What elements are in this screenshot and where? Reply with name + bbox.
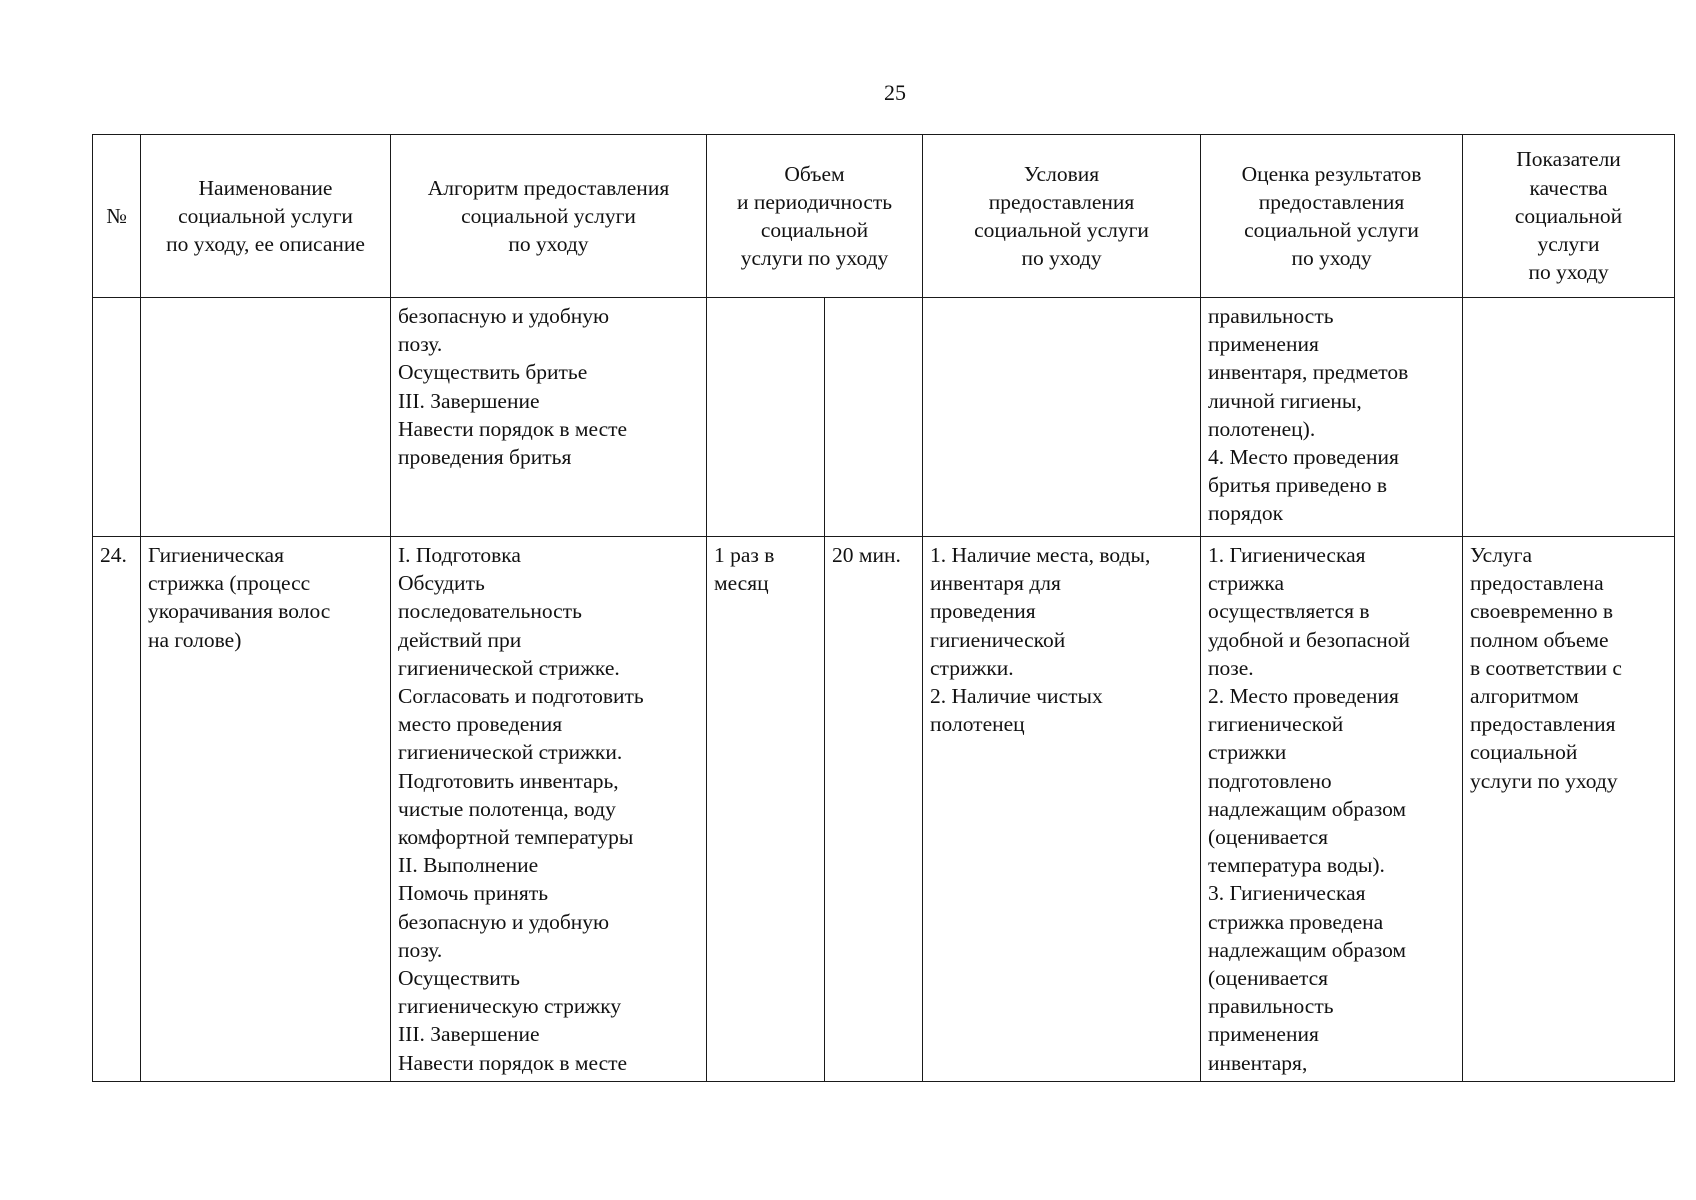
cell-text-line: подготовлено (1208, 768, 1332, 793)
cell-text-line: алгоритмом (1470, 684, 1579, 709)
cell-text-line: применения (1208, 1022, 1319, 1047)
cell-text-line: социальной (1514, 203, 1623, 228)
cell-text-line: надлежащим образом (1208, 796, 1407, 821)
cell-text-line: Согласовать и подготовить (398, 684, 644, 709)
cell-algorithm (391, 298, 707, 537)
cell-text-line: Осуществить (398, 966, 520, 991)
cell-text-line: 2. Наличие чистых (930, 684, 1103, 709)
header-quality (1463, 135, 1675, 298)
cell-text-line: проведения бритья (398, 445, 572, 470)
cell-num (93, 298, 141, 537)
cell-text-line: № (106, 203, 127, 228)
cell-text-line: по уходу (1291, 246, 1372, 271)
cell-text-line: гигиенической (930, 627, 1066, 652)
page-number: 25 (884, 80, 906, 105)
header-evaluation (1201, 135, 1463, 298)
cell-text-line: социальной услуги (178, 203, 353, 228)
cell-evaluation (1201, 537, 1463, 1082)
cell-text-line: социальной (760, 218, 869, 242)
cell-name (141, 298, 391, 537)
cell-text-line: Подготовить инвентарь, (398, 768, 619, 793)
cell-text-line: позу. (398, 937, 443, 962)
cell-text-line: предоставления (1258, 189, 1405, 214)
cell-text-line: действий при (398, 627, 522, 652)
cell-text-line: Условия (1023, 161, 1100, 186)
cell-text-line: последовательность (398, 599, 582, 624)
cell-periodicity (707, 537, 825, 1082)
cell-text-line: по уходу (508, 232, 589, 257)
cell-text-line: чистые полотенца, воду (398, 796, 616, 821)
cell-algorithm (391, 537, 707, 1082)
cell-text-line: инвентаря, предметов (1208, 360, 1409, 385)
cell-text-line: удобной и безопасной (1208, 627, 1410, 652)
cell-text-line: социальной услуги (1244, 218, 1419, 242)
cell-text-line: Алгоритм предоставления (427, 175, 670, 200)
cell-text-line: бритья приведено в (1208, 473, 1387, 498)
cell-text-line: социальной услуги (461, 203, 636, 228)
cell-text-line: личной гигиены, (1208, 388, 1362, 413)
cell-text-line: правильность (1208, 304, 1334, 328)
header-name (141, 135, 391, 298)
cell-text-line: полном объеме (1470, 627, 1609, 652)
cell-text-line: стрижка проведена (1208, 909, 1384, 934)
cell-text-line: Помочь принять (398, 881, 549, 906)
cell-text-line: температура воды). (1208, 853, 1385, 878)
cell-text-line: Навести порядок в месте (398, 1050, 628, 1075)
cell-duration (825, 298, 923, 537)
cell-text-line: проведения (930, 599, 1036, 624)
cell-text-line: 1. Гигиеническая (1208, 543, 1366, 567)
cell-text-line: 24. (100, 543, 127, 567)
cell-text-line: в соответствии с (1470, 655, 1622, 680)
cell-text-line: полотенец). (1208, 416, 1316, 441)
cell-text-line: стрижка (1208, 571, 1284, 596)
cell-text-line: инвентаря, (1208, 1050, 1308, 1075)
cell-text-line: инвентаря для (930, 571, 1061, 596)
table-row-continued (93, 298, 1675, 537)
cell-text-line: (оценивается (1208, 966, 1329, 991)
cell-text-line: и периодичность (736, 189, 893, 214)
header-volume (707, 135, 923, 298)
cell-text-line: стрижка (процесс (148, 571, 311, 596)
cell-text-line: Объем (784, 161, 845, 186)
cell-text-line: предоставления (988, 189, 1135, 214)
cell-text-line: порядок (1208, 501, 1284, 526)
cell-text-line: социальной услуги (974, 218, 1149, 242)
cell-evaluation (1201, 298, 1463, 537)
cell-quality (1463, 298, 1675, 537)
cell-text-line: Оценка результатов (1241, 161, 1422, 186)
cell-text-line: Обсудить (398, 571, 485, 596)
cell-text-line: по уходу (1021, 246, 1102, 271)
header-num (93, 135, 141, 298)
cell-text-line: предоставления (1470, 712, 1616, 737)
cell-text-line: (оценивается (1208, 825, 1329, 850)
cell-text-line: применения (1208, 332, 1319, 357)
cell-text-line: стрижки (1208, 740, 1287, 765)
cell-text-line: гигиеническую стрижку (398, 994, 622, 1019)
cell-text-line: Услуга (1470, 543, 1533, 567)
cell-text-line: место проведения (398, 712, 563, 737)
services-table (92, 134, 1675, 1082)
cell-text-line: Показатели (1516, 147, 1621, 172)
table-row-24 (93, 537, 1675, 1082)
cell-text-line: по уходу, ее описание (166, 232, 365, 257)
cell-text-line: I. Подготовка (398, 543, 521, 567)
cell-text-line: надлежащим образом (1208, 937, 1407, 962)
cell-text-line: укорачивания волос (148, 599, 331, 624)
cell-text-line: 4. Место проведения (1208, 445, 1399, 470)
cell-text-line: Гигиеническая (148, 543, 284, 567)
cell-text-line: комфортной температуры (398, 825, 634, 850)
cell-text-line: Осуществить бритье (398, 360, 588, 385)
cell-text-line: социальной (1470, 740, 1578, 765)
cell-text-line: гигиенической (1208, 712, 1344, 737)
cell-text-line: месяц (714, 571, 769, 596)
cell-text-line: безопасную и удобную (398, 909, 610, 934)
cell-conditions (923, 298, 1201, 537)
cell-text-line: своевременно в (1470, 599, 1613, 624)
cell-text-line: услуги по уходу (740, 246, 889, 271)
cell-text-line: услуги (1537, 232, 1600, 257)
cell-text-line: 20 мин. (832, 543, 901, 567)
cell-text-line: 1 раз в (714, 543, 775, 567)
cell-text-line: позу. (398, 332, 443, 357)
cell-text-line: качества (1529, 175, 1608, 200)
cell-text-line: 2. Место проведения (1208, 684, 1399, 709)
cell-duration (825, 537, 923, 1082)
cell-num (93, 537, 141, 1082)
cell-text-line: на голове) (148, 627, 242, 652)
cell-text-line: стрижки. (930, 655, 1014, 680)
cell-text-line: правильность (1208, 994, 1334, 1019)
cell-text-line: II. Выполнение (398, 853, 539, 878)
cell-text-line: 3. Гигиеническая (1208, 881, 1366, 906)
cell-text-line: III. Завершение (398, 1022, 540, 1047)
cell-text-line: безопасную и удобную (398, 304, 610, 328)
cell-text-line: позе. (1208, 655, 1254, 680)
cell-name (141, 537, 391, 1082)
cell-text-line: Наименование (198, 175, 333, 200)
cell-conditions (923, 537, 1201, 1082)
cell-text-line: гигиенической стрижки. (398, 740, 623, 765)
header-algorithm (391, 135, 707, 298)
cell-text-line: 1. Наличие места, воды, (930, 543, 1151, 567)
table-header-row (93, 135, 1675, 298)
cell-quality (1463, 537, 1675, 1082)
header-conditions (923, 135, 1201, 298)
cell-text-line: Навести порядок в месте (398, 416, 628, 441)
cell-text-line: услуги по уходу (1470, 768, 1618, 793)
cell-text-line: по уходу (1528, 260, 1609, 285)
cell-text-line: осуществляется в (1208, 599, 1370, 624)
cell-text-line: III. Завершение (398, 388, 540, 413)
cell-periodicity (707, 298, 825, 537)
cell-text-line: предоставлена (1470, 571, 1604, 596)
cell-text-line: гигиенической стрижке. (398, 655, 620, 680)
cell-text-line: полотенец (930, 712, 1025, 737)
